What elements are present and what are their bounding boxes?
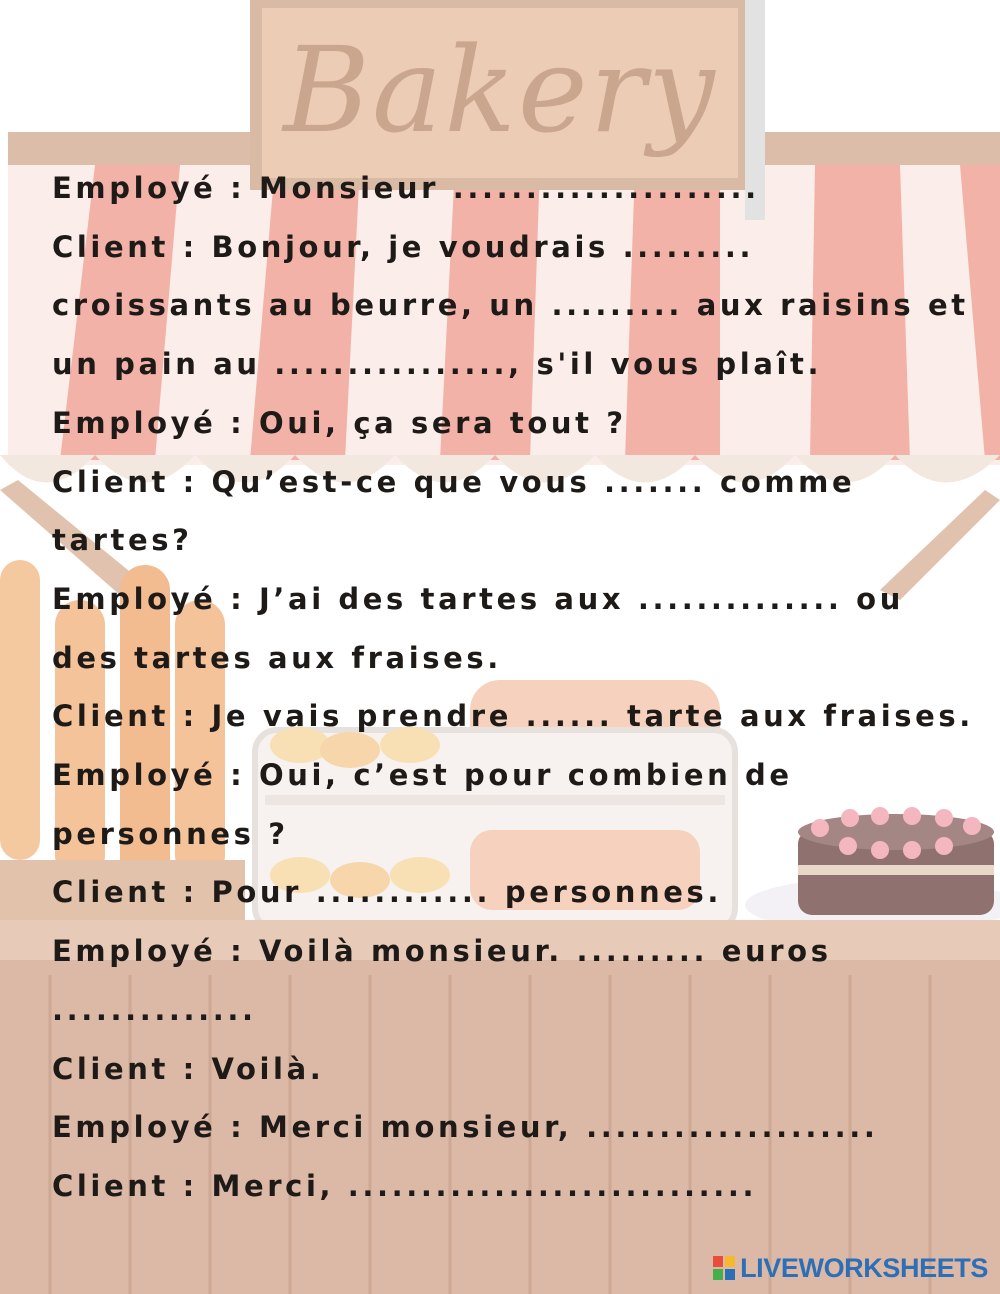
dialogue-line: .............. — [52, 992, 257, 1027]
bakery-sign-title: Bakery — [283, 21, 717, 159]
dialogue-line: Employé : Oui, c’est pour combien de — [52, 758, 793, 793]
dialogue-line: Employé : Voilà monsieur. ......... euros — [52, 934, 832, 969]
liveworksheets-text: LIVEWORKSHEETS — [740, 1252, 988, 1283]
dialogue-line: Employé : Merci monsieur, .................... — [52, 1110, 879, 1145]
dialogue-line: Client : Pour ............ personnes. — [52, 875, 722, 910]
dialogue-line: croissants au beurre, un ......... aux raisins et — [52, 288, 969, 323]
dialogue-line: tartes? — [52, 523, 193, 558]
dialogue-line: Client : Je vais prendre ...... tarte aux fraises. — [52, 699, 974, 734]
dialogue-line: des tartes aux fraises. — [52, 640, 502, 675]
dialogue-line: Client : Bonjour, je voudrais ......... — [52, 229, 755, 264]
dialogue-line: un pain au ................, s'il vous plaît. — [52, 347, 823, 382]
dialogue-line: Client : Qu’est-ce que vous ....... comme — [52, 464, 856, 499]
liveworksheets-logo[interactable] — [713, 1250, 988, 1286]
liveworksheets-mark-icon — [713, 1256, 735, 1280]
dialogue-line: Employé : J’ai des tartes aux .............. ou — [52, 581, 904, 616]
dialogue-line: Employé : Oui, ça sera tout ? — [52, 405, 627, 440]
dialogue-line: personnes ? — [52, 816, 289, 851]
dialogue-line: Client : Merci, ............................ — [52, 1168, 758, 1203]
dialogue-line: Employé : Monsieur ..................... — [52, 171, 760, 205]
dialogue-text — [52, 159, 982, 1216]
dialogue-line: Client : Voilà. — [52, 1051, 325, 1086]
